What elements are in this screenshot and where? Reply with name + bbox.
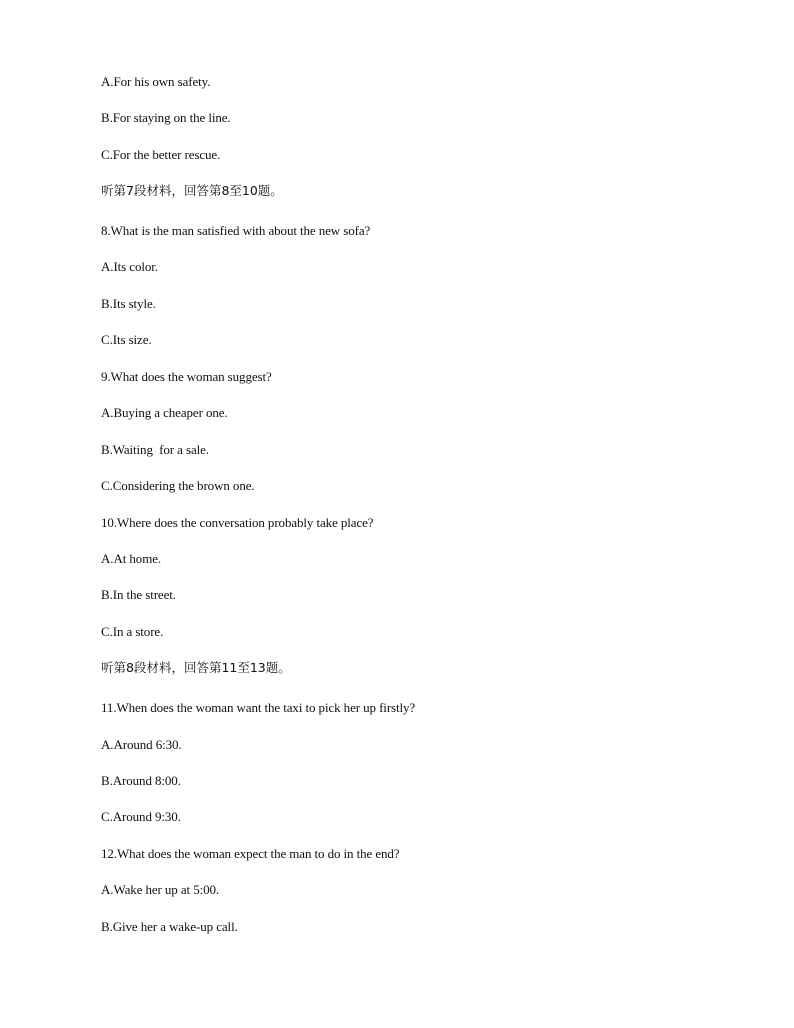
question-9: 9.What does the woman suggest? [101, 369, 272, 384]
section-heading-7: 听第7段材料，回答第8至10题。 [101, 183, 283, 198]
option-a-q10: A.At home. [101, 551, 162, 566]
option-c-q7: C.For the better rescue. [101, 147, 221, 162]
option-a-q8: A.Its color. [101, 259, 158, 274]
question-10: 10.Where does the conversation probably take place? [101, 515, 374, 530]
option-b-q11: B.Around 8:00. [101, 773, 181, 788]
option-b-q7: B.For staying on the line. [101, 110, 231, 125]
question-11: 11.When does the woman want the taxi to pick her up firstly? [101, 700, 416, 715]
option-b-q9: B.Waiting for a sale. [101, 442, 209, 457]
option-b-q8: B.Its style. [101, 296, 156, 311]
question-8: 8.What is the man satisfied with about the new sofa? [101, 223, 371, 238]
option-a-q7: A.For his own safety. [101, 74, 211, 89]
question-12: 12.What does the woman expect the man to do in the end? [101, 846, 400, 861]
option-c-q9: C.Considering the brown one. [101, 478, 255, 493]
option-c-q11: C.Around 9:30. [101, 809, 181, 824]
option-b-q12: B.Give her a wake-up call. [101, 919, 238, 934]
option-b-q10: B.In the street. [101, 587, 176, 602]
option-c-q8: C.Its size. [101, 332, 152, 347]
option-a-q12: A.Wake her up at 5:00. [101, 882, 220, 897]
option-a-q11: A.Around 6:30. [101, 737, 182, 752]
option-a-q9: A.Buying a cheaper one. [101, 405, 228, 420]
section-heading-8: 听第8段材料，回答第11至13题。 [101, 660, 291, 675]
option-c-q10: C.In a store. [101, 624, 164, 639]
